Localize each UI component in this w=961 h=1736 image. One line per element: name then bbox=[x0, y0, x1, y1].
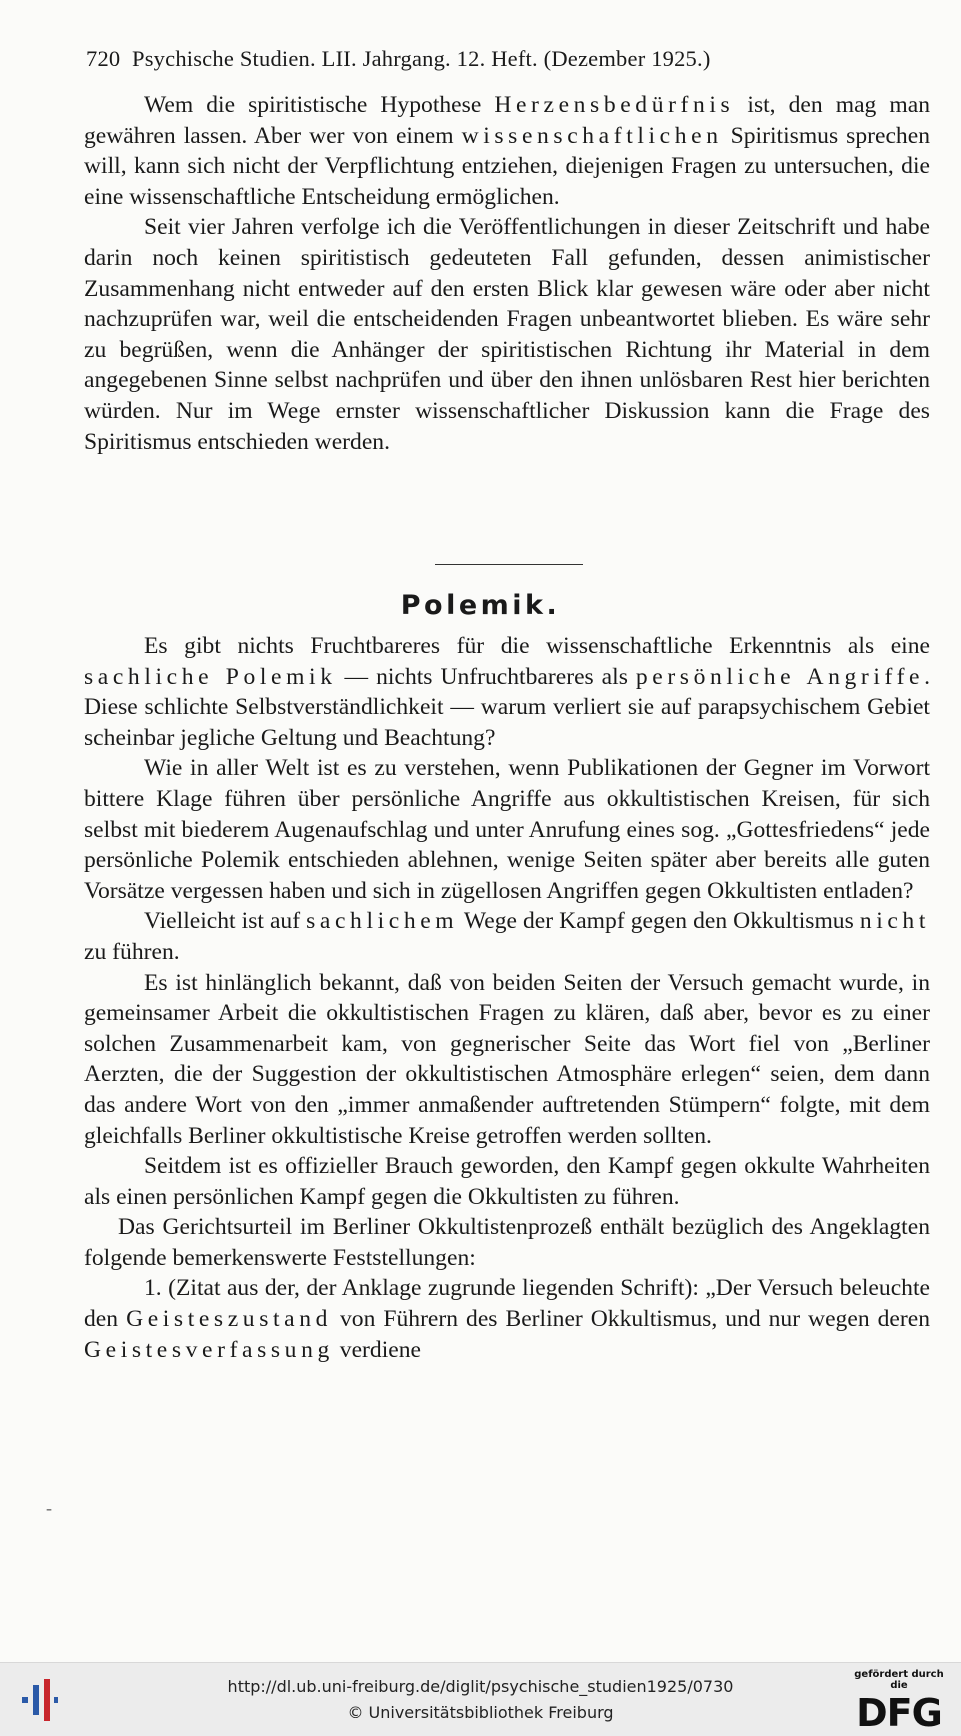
paragraph: 1. (Zitat aus der, der Anklage zugrunde liegenden Schrift): „Der Versuch beleuchte den Geisteszustand von Führern des Berliner Okkultismus, und nur wegen deren Geistesverfassung verdiene bbox=[84, 1275, 931, 1363]
paragraph: Es ist hinlänglich bekannt, daß von beiden Seiten der Versuch gemacht wurde, in gemeinsamer Arbeit die okkultistischen Fragen zu klären, daß aber, bevor es zu einer solchen Zusammenarbeit kam, von gegnerischer Seite das Wort fiel von „Berliner Aerzten, die der Suggestion der okkultistischen Atmosphäre erlegen“ seien, dem dann das andere Wort von den „immer anmaßender auftretenden Stümpern“ folgte, mit dem gleichfalls Berliner okkultistische Kreise getroffen werden sollten. bbox=[84, 969, 930, 1149]
polemik-text bbox=[84, 631, 930, 1365]
footer-copyright: © Universitätsbibliothek Freiburg bbox=[347, 1703, 614, 1722]
paragraph: Es gibt nichts Fruchtbareres für die wissenschaftliche Erkenntnis als eine sachliche Polemik — nichts Unfruchtbareres als persönliche Angriffe. Diese schlichte Selbstverständlichkeit — warum verliert sie auf parapsychischem Gebiet scheinbar jegliche Geltung und Beachtung? bbox=[84, 633, 931, 751]
dfg-wordmark: DFG bbox=[856, 1691, 942, 1735]
top-text bbox=[84, 90, 930, 457]
running-title: Psychische Studien. LII. Jahrgang. 12. Heft. (Dezember 1925.) bbox=[132, 46, 711, 71]
paragraph: Wem die spiritistische Hypothese Herzensbedürfnis ist, den mag man gewähren lassen. Aber wer von einem wissenschaftlichen Spiritismus sprechen will, kann sich nicht der Verpflichtung entziehen, diejenigen Fragen zu untersuchen, die eine wissenschaftliche Entscheidung ermöglichen. bbox=[84, 92, 931, 210]
paragraph: Seit vier Jahren verfolge ich die Veröffentlichungen in dieser Zeitschrift und habe darin noch keinen spiritistisch gedeuteten Fall gefunden, dessen animistischer Zusammenhang nicht entweder auf den ersten Blick klar gewesen wäre oder aber nicht nachzuprüfen war, weil die entscheidenden Fragen unbeantwortet blieben. Es wäre sehr zu begrüßen, wenn die Anhänger der spiritistischen Richtung ihr Material in dem angegebenen Sinne selbst nachprüfen und über den ihnen unlösbaren Rest hier berichten würden. Nur im Wege ernster wissenschaftlicher Diskussion kann die Frage des Spiritismus entschieden werden. bbox=[84, 214, 930, 455]
spaced-emphasis: sachliche Polemik bbox=[84, 663, 337, 690]
spaced-emphasis: Geisteszustand bbox=[126, 1306, 332, 1333]
spaced-emphasis: Herzensbedürfnis bbox=[494, 92, 735, 118]
dfg-logo bbox=[847, 1669, 951, 1735]
running-head bbox=[86, 46, 876, 72]
spaced-emphasis: nicht bbox=[859, 908, 930, 935]
spaced-emphasis: persönliche Angriffe bbox=[635, 663, 925, 690]
margin-mark: - bbox=[46, 1498, 52, 1518]
footer-url-link[interactable]: http://dl.ub.uni-freiburg.de/diglit/psychische_studien1925/0730 bbox=[227, 1677, 734, 1696]
spaced-emphasis: Geistesverfassung bbox=[84, 1336, 334, 1363]
paragraph: Vielleicht ist auf sachlichem Wege der Kampf gegen den Okkultismus nicht zu führen. bbox=[84, 908, 930, 965]
section-divider bbox=[435, 564, 583, 565]
paragraph: Wie in aller Welt ist es zu verstehen, wenn Publikationen der Gegner im Vorwort bittere Klage führen über persönliche Angriffe aus okkultistischen Kreisen, für sich selbst mit biederem Augenaufschlag und unter Anrufung eines sog. „Gottesfriedens“ jede persönliche Polemik entschieden ablehnen, wenige Seiten später aber bereits alle guten Vorsätze vergessen haben und sich in zügellosen Angriffen gegen Okkultisten entladen? bbox=[84, 755, 930, 904]
spaced-emphasis: wissenschaftlichen bbox=[461, 122, 723, 149]
footer-bar bbox=[0, 1662, 961, 1736]
dfg-note: gefördert durch die bbox=[854, 1669, 944, 1691]
page-number: 720 bbox=[86, 46, 121, 71]
paragraph: Seitdem ist es offizieller Brauch geworden, den Kampf gegen okkulte Wahrheiten als einen persönlichen Kampf gegen die Okkultisten zu führen. bbox=[84, 1153, 930, 1210]
spaced-emphasis: sachlichem bbox=[306, 908, 459, 935]
section-heading: Polemik. bbox=[400, 590, 561, 621]
paragraph: Das Gerichtsurteil im Berliner Okkultistenprozeß enthält bezüglich des Angeklagten folgende bemerkenswerte Feststellungen: bbox=[84, 1214, 930, 1271]
